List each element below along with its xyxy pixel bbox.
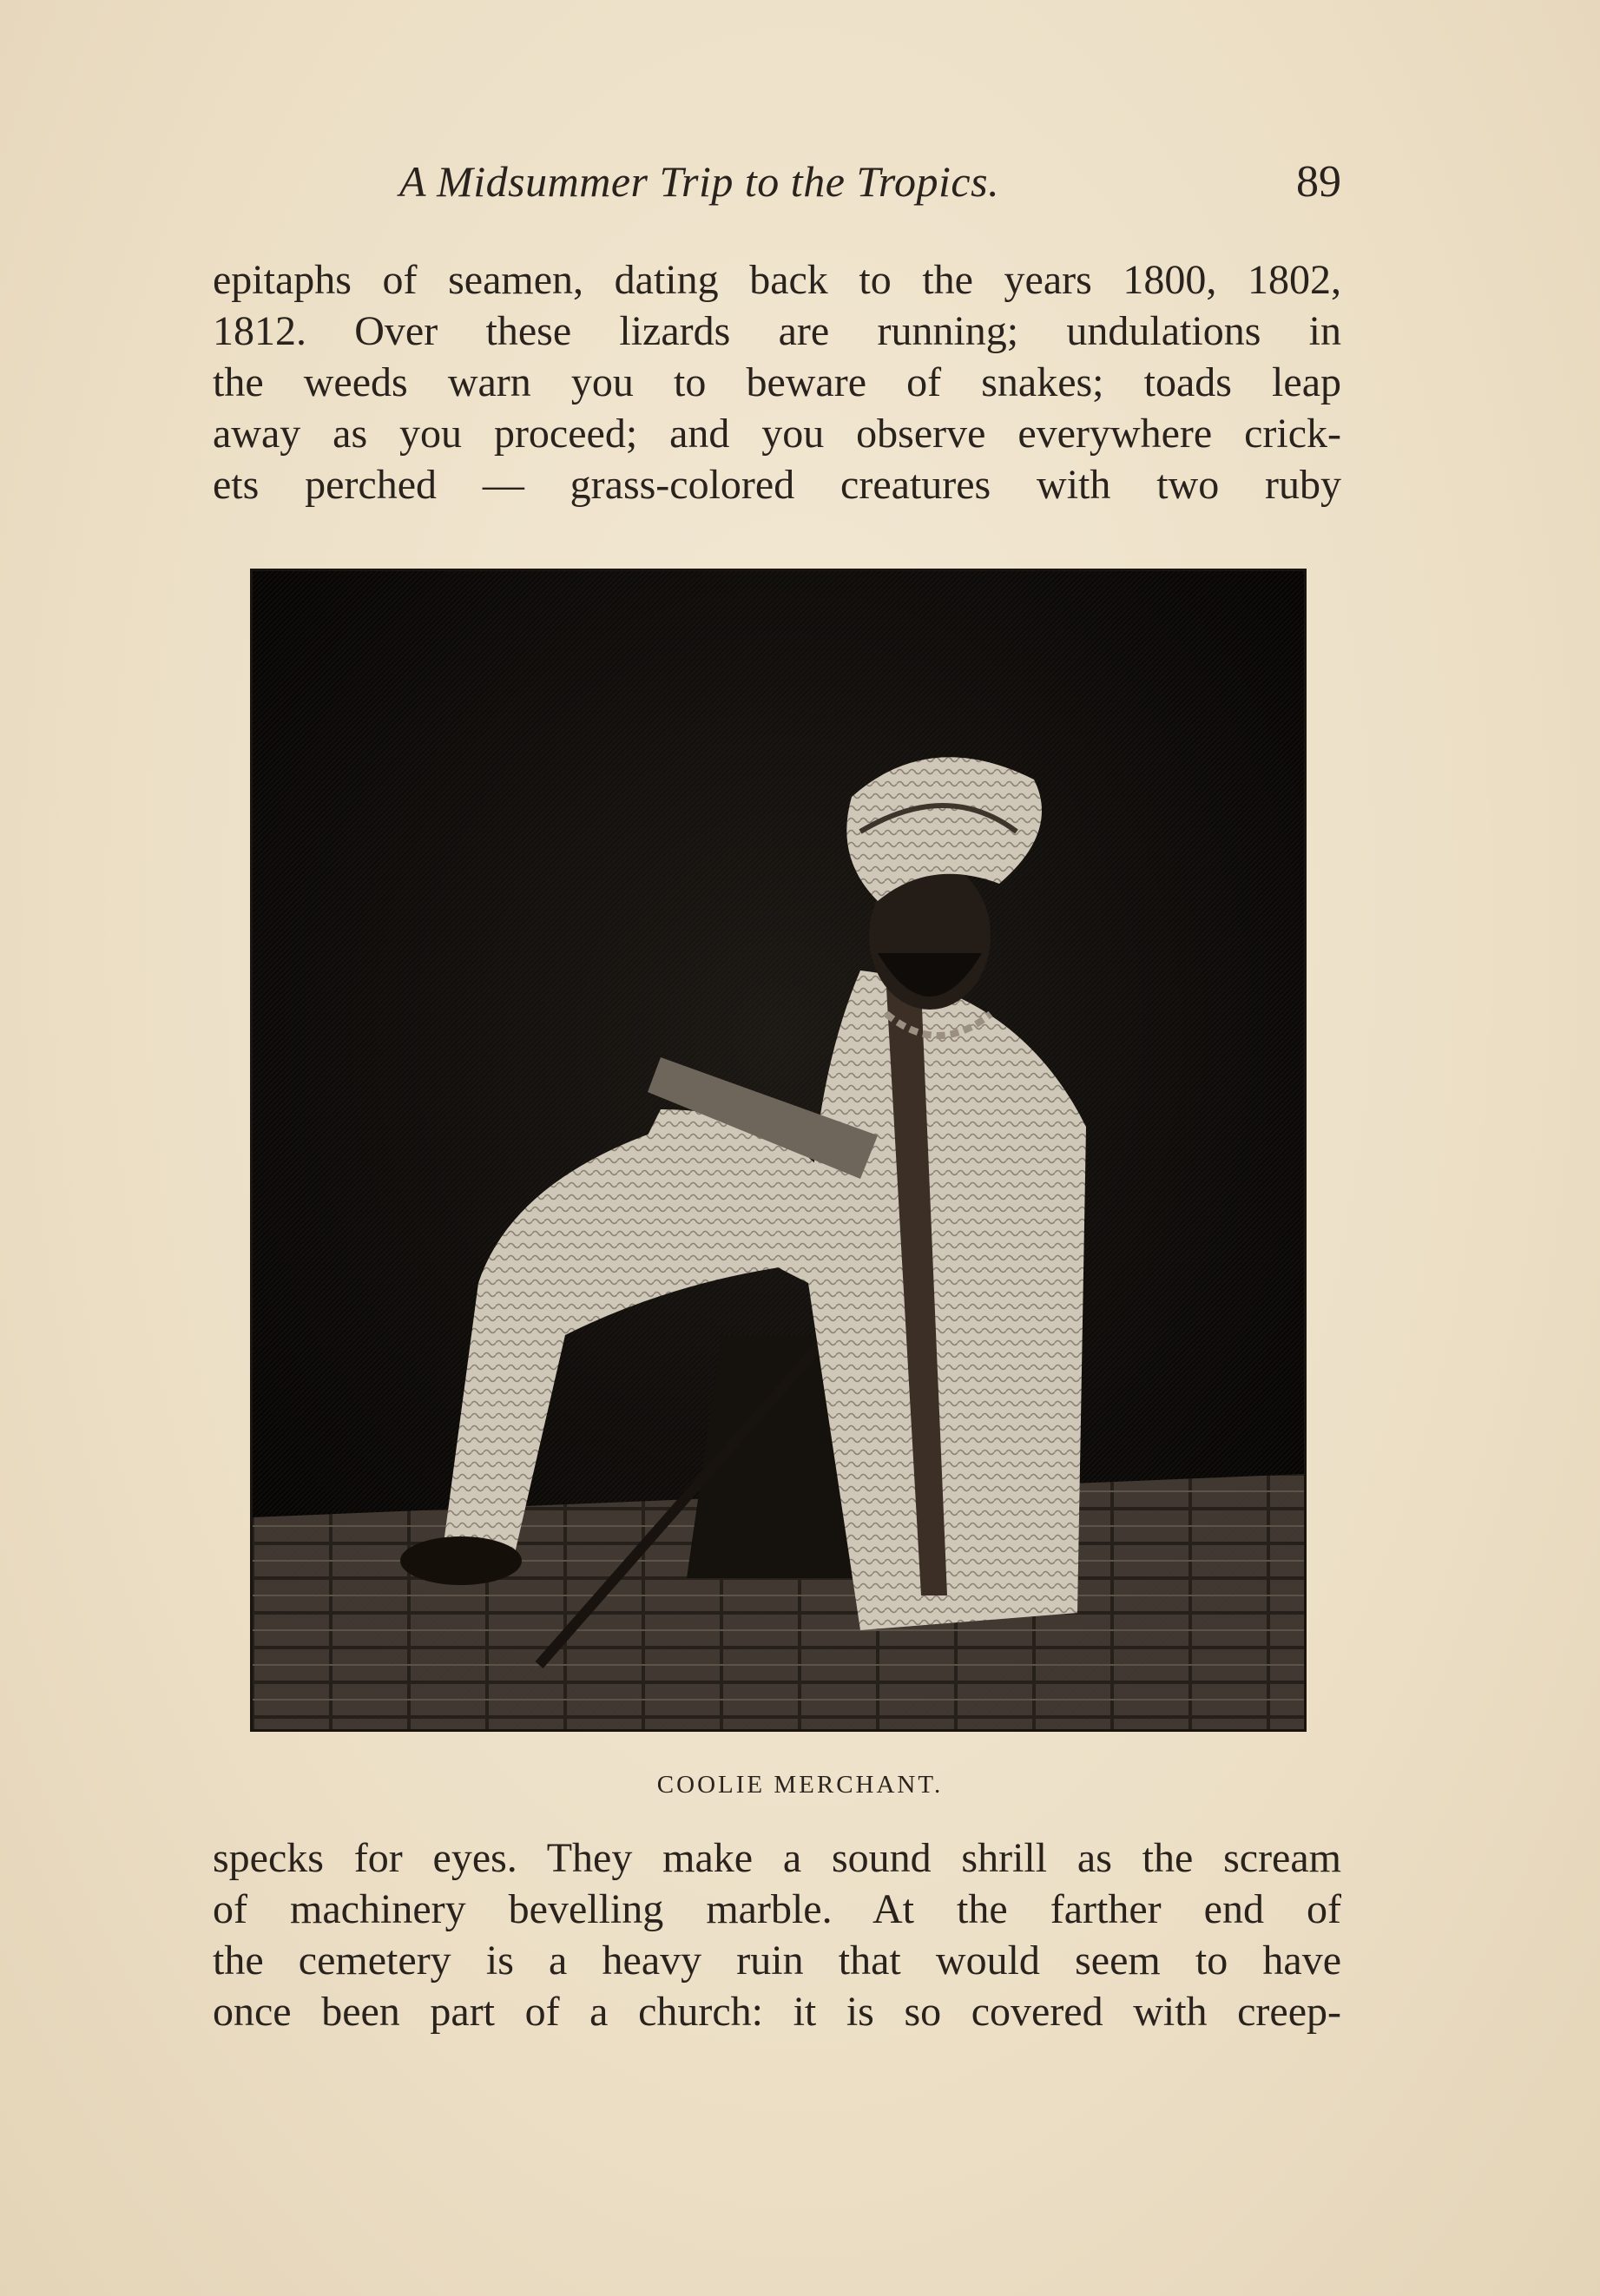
text-line: the cemetery is a heavy ruin that would seem to have (213, 1937, 1341, 1984)
running-head (213, 156, 1341, 226)
body-text-top (213, 254, 1341, 510)
engraving-drawing (253, 571, 1304, 1729)
text-line: away as you proceed; and you observe everywhere crick- (213, 411, 1341, 457)
text-line: once been part of a church: it is so covered with creep- (213, 1989, 1341, 2035)
figure-caption: COOLIE MERCHANT. (656, 1771, 944, 1799)
body-text-bottom (213, 1832, 1341, 2037)
page-number: 89 (1296, 157, 1341, 207)
running-title: A Midsummer Trip to the Tropics. (399, 157, 1000, 206)
text-line: the weeds warn you to beware of snakes; toads leap (213, 359, 1341, 405)
text-line: specks for eyes. They make a sound shrill as the scream (213, 1835, 1341, 1881)
text-line: of machinery bevelling marble. At the farther end of (213, 1886, 1341, 1932)
text-line: epitaphs of seamen, dating back to the years 1800, 1802, (213, 257, 1341, 303)
text-line: ets perched — grass-colored creatures with two ruby (213, 462, 1341, 508)
engraving-illustration (250, 569, 1307, 1732)
text-line: 1812. Over these lizards are running; undulations in (213, 308, 1341, 354)
